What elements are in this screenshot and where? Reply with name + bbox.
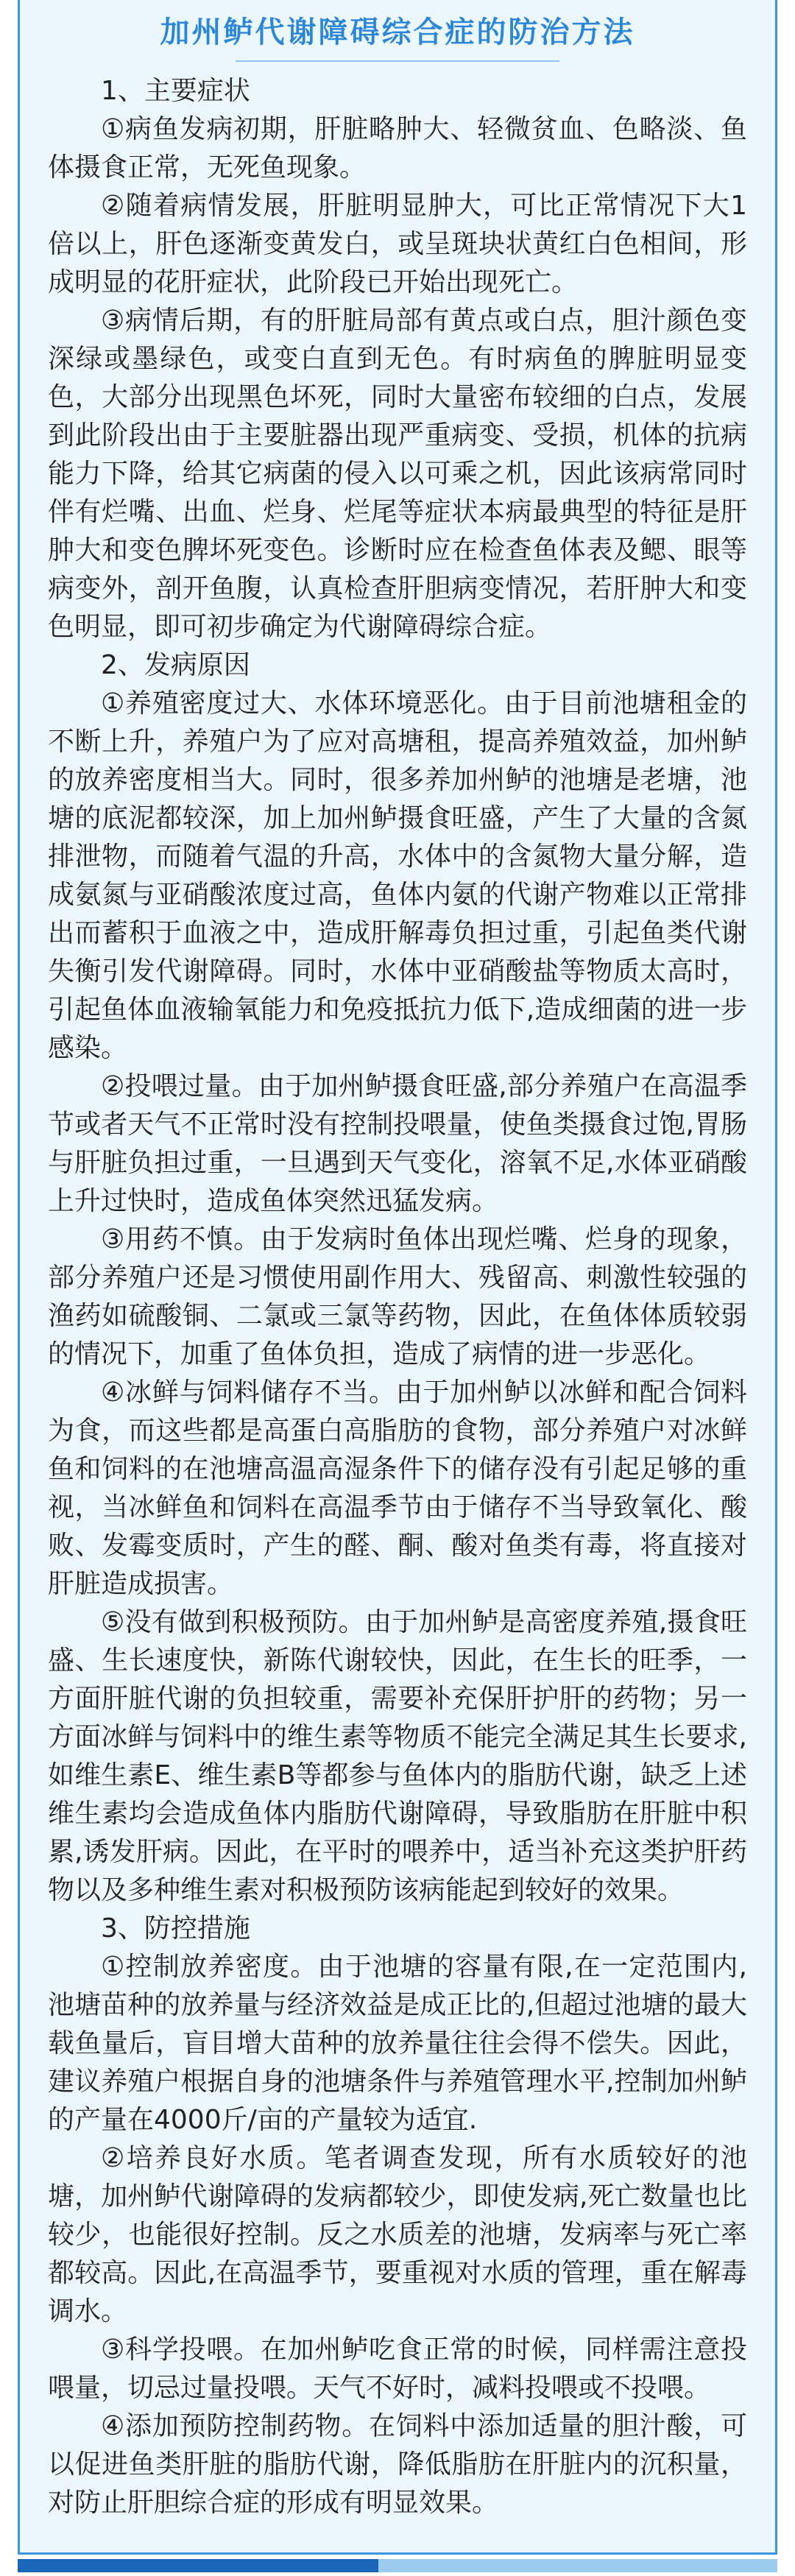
section-heading-symptoms: 1、主要症状 xyxy=(101,76,250,106)
paragraph-cause-2: ②投喂过量。由于加州鲈摄食旺盛,部分养殖户在高温季节或者天气不正常时没有控制投喂量，使鱼类摄食过饱,胃肠与肝脏负担过重，一旦遇到天气变化，溶氧不足,水体亚硝酸上升过快时，造成鱼体突然迅猛发病。 xyxy=(48,1071,747,1216)
paragraph-cause-1: ①养殖密度过大、水体环境恶化。由于目前池塘租金的不断上升，养殖户为了应对高塘租，提高养殖效益，加州鲈的放养密度相当大。同时，很多养加州鲈的池塘是老塘，池塘的底泥都较深，加上加州鲈摄食旺盛，产生了大量的含氮排泄物，而随着气温的升高，水体中的含氮物大量分解，造成氨氮与亚硝酸浓度过高，鱼体内氨的代谢产物难以正常排出而蓄积于血液之中，造成肝解毒负担过重，引起鱼类代谢失衡引发代谢障碍。同时，水体中亚硝酸盐等物质太高时，引起鱼体血液输氧能力和免疫抵抗力低下,造成细菌的进一步感染。 xyxy=(48,688,747,1063)
section-heading-prevention: 3、防控措施 xyxy=(101,1913,250,1944)
footer-bar-light xyxy=(378,2559,777,2572)
paragraph-cause-3: ③用药不慎。由于发病时鱼体出现烂嘴、烂身的现象，部分养殖户还是习惯使用副作用大、残留高、刺激性较强的渔药如硫酸铜、二氯或三氯等药物，因此，在鱼体体质较弱的情况下，加重了鱼体负担，造成了病情的进一步恶化。 xyxy=(48,1224,747,1369)
article-card xyxy=(18,0,777,2555)
footer-bar-dark xyxy=(18,2559,378,2572)
section-heading-causes: 2、发病原因 xyxy=(101,650,250,680)
paragraph-symptom-2: ②随着病情发展，肝脏明显肿大，可比正常情况下大1倍以上，肝色逐渐变黄发白，或呈斑块状黄红白色相间，形成明显的花肝症状，此阶段已开始出现死亡。 xyxy=(48,191,747,297)
paragraph-prevention-2: ②培养良好水质。笔者调查发现，所有水质较好的池塘，加州鲈代谢障碍的发病都较少，即使发病,死亡数量也比较少，也能很好控制。反之水质差的池塘，发病率与死亡率都较高。因此,在高温季节，要重视对水质的管理，重在解毒调水。 xyxy=(48,2143,747,2326)
article-title: 加州鲈代谢障碍综合症的防治方法 xyxy=(160,15,635,49)
paragraph-prevention-1: ①控制放养密度。由于池塘的容量有限,在一定范围内,池塘苗种的放养量与经济效益是成正比的,但超过池塘的最大载鱼量后，盲目增大苗种的放养量往往会得不偿失。因此，建议养殖户根据自身的池塘条件与养殖管理水平,控制加州鲈的产量在4000斤/亩的产量较为适宜. xyxy=(48,1952,747,2135)
paragraph-symptom-3: ③病情后期，有的肝脏局部有黄点或白点，胆汁颜色变深绿或墨绿色，或变白直到无色。有时病鱼的脾脏明显变色，大部分出现黑色坏死，同时大量密布较细的白点，发展到此阶段出由于主要脏器出现严重病变、受损，机体的抗病能力下降，给其它病菌的侵入以可乘之机，因此该病常同时伴有烂嘴、出血、烂身、烂尾等症状本病最典型的特征是肝肿大和变色脾坏死变色。诊断时应在检查鱼体表及鳃、眼等病变外，剖开鱼腹，认真检查肝胆病变情况，若肝肿大和变色明显，即可初步确定为代谢障碍综合症。 xyxy=(48,306,747,642)
paragraph-symptom-1: ①病鱼发病初期，肝脏略肿大、轻微贫血、色略淡、鱼体摄食正常，无死鱼现象。 xyxy=(48,114,747,183)
article-body xyxy=(20,62,775,2522)
paragraph-prevention-3: ③科学投喂。在加州鲈吃食正常的时候，同样需注意投喂量，切忌过量投喂。天气不好时，减料投喂或不投喂。 xyxy=(48,2335,747,2403)
paragraph-prevention-4: ④添加预防控制药物。在饲料中添加适量的胆汁酸，可以促进鱼类肝脏的脂肪代谢，降低脂肪在肝脏内的沉积量，对防止肝胆综合症的形成有明显效果。 xyxy=(48,2411,747,2518)
paragraph-cause-5: ⑤没有做到积极预防。由于加州鲈是高密度养殖,摄食旺盛、生长速度快，新陈代谢较快，因此，在生长的旺季，一方面肝脏代谢的负担较重，需要补充保肝护肝的药物；另一方面冰鲜与饲料中的维生素等物质不能完全满足其生长要求,如维生素E、维生素B等都参与鱼体内的脂肪代谢，缺乏上述维生素均会造成鱼体内脂肪代谢障碍，导致脂肪在肝脏中积累,诱发肝病。因此，在平时的喂养中，适当补充这类护肝药物以及多种维生素对积极预防该病能起到较好的效果。 xyxy=(48,1607,747,1905)
paragraph-cause-4: ④冰鲜与饲料储存不当。由于加州鲈以冰鲜和配合饲料为食，而这些都是高蛋白高脂肪的食物，部分养殖户对冰鲜鱼和饲料的在池塘高温高湿条件下的储存没有引起足够的重视，当冰鲜鱼和饲料在高温季节由于储存不当导致氧化、酸败、发霉变质时，产生的醛、酮、酸对鱼类有毒，将直接对肝脏造成损害。 xyxy=(48,1377,747,1599)
footer-decoration xyxy=(0,2555,795,2576)
